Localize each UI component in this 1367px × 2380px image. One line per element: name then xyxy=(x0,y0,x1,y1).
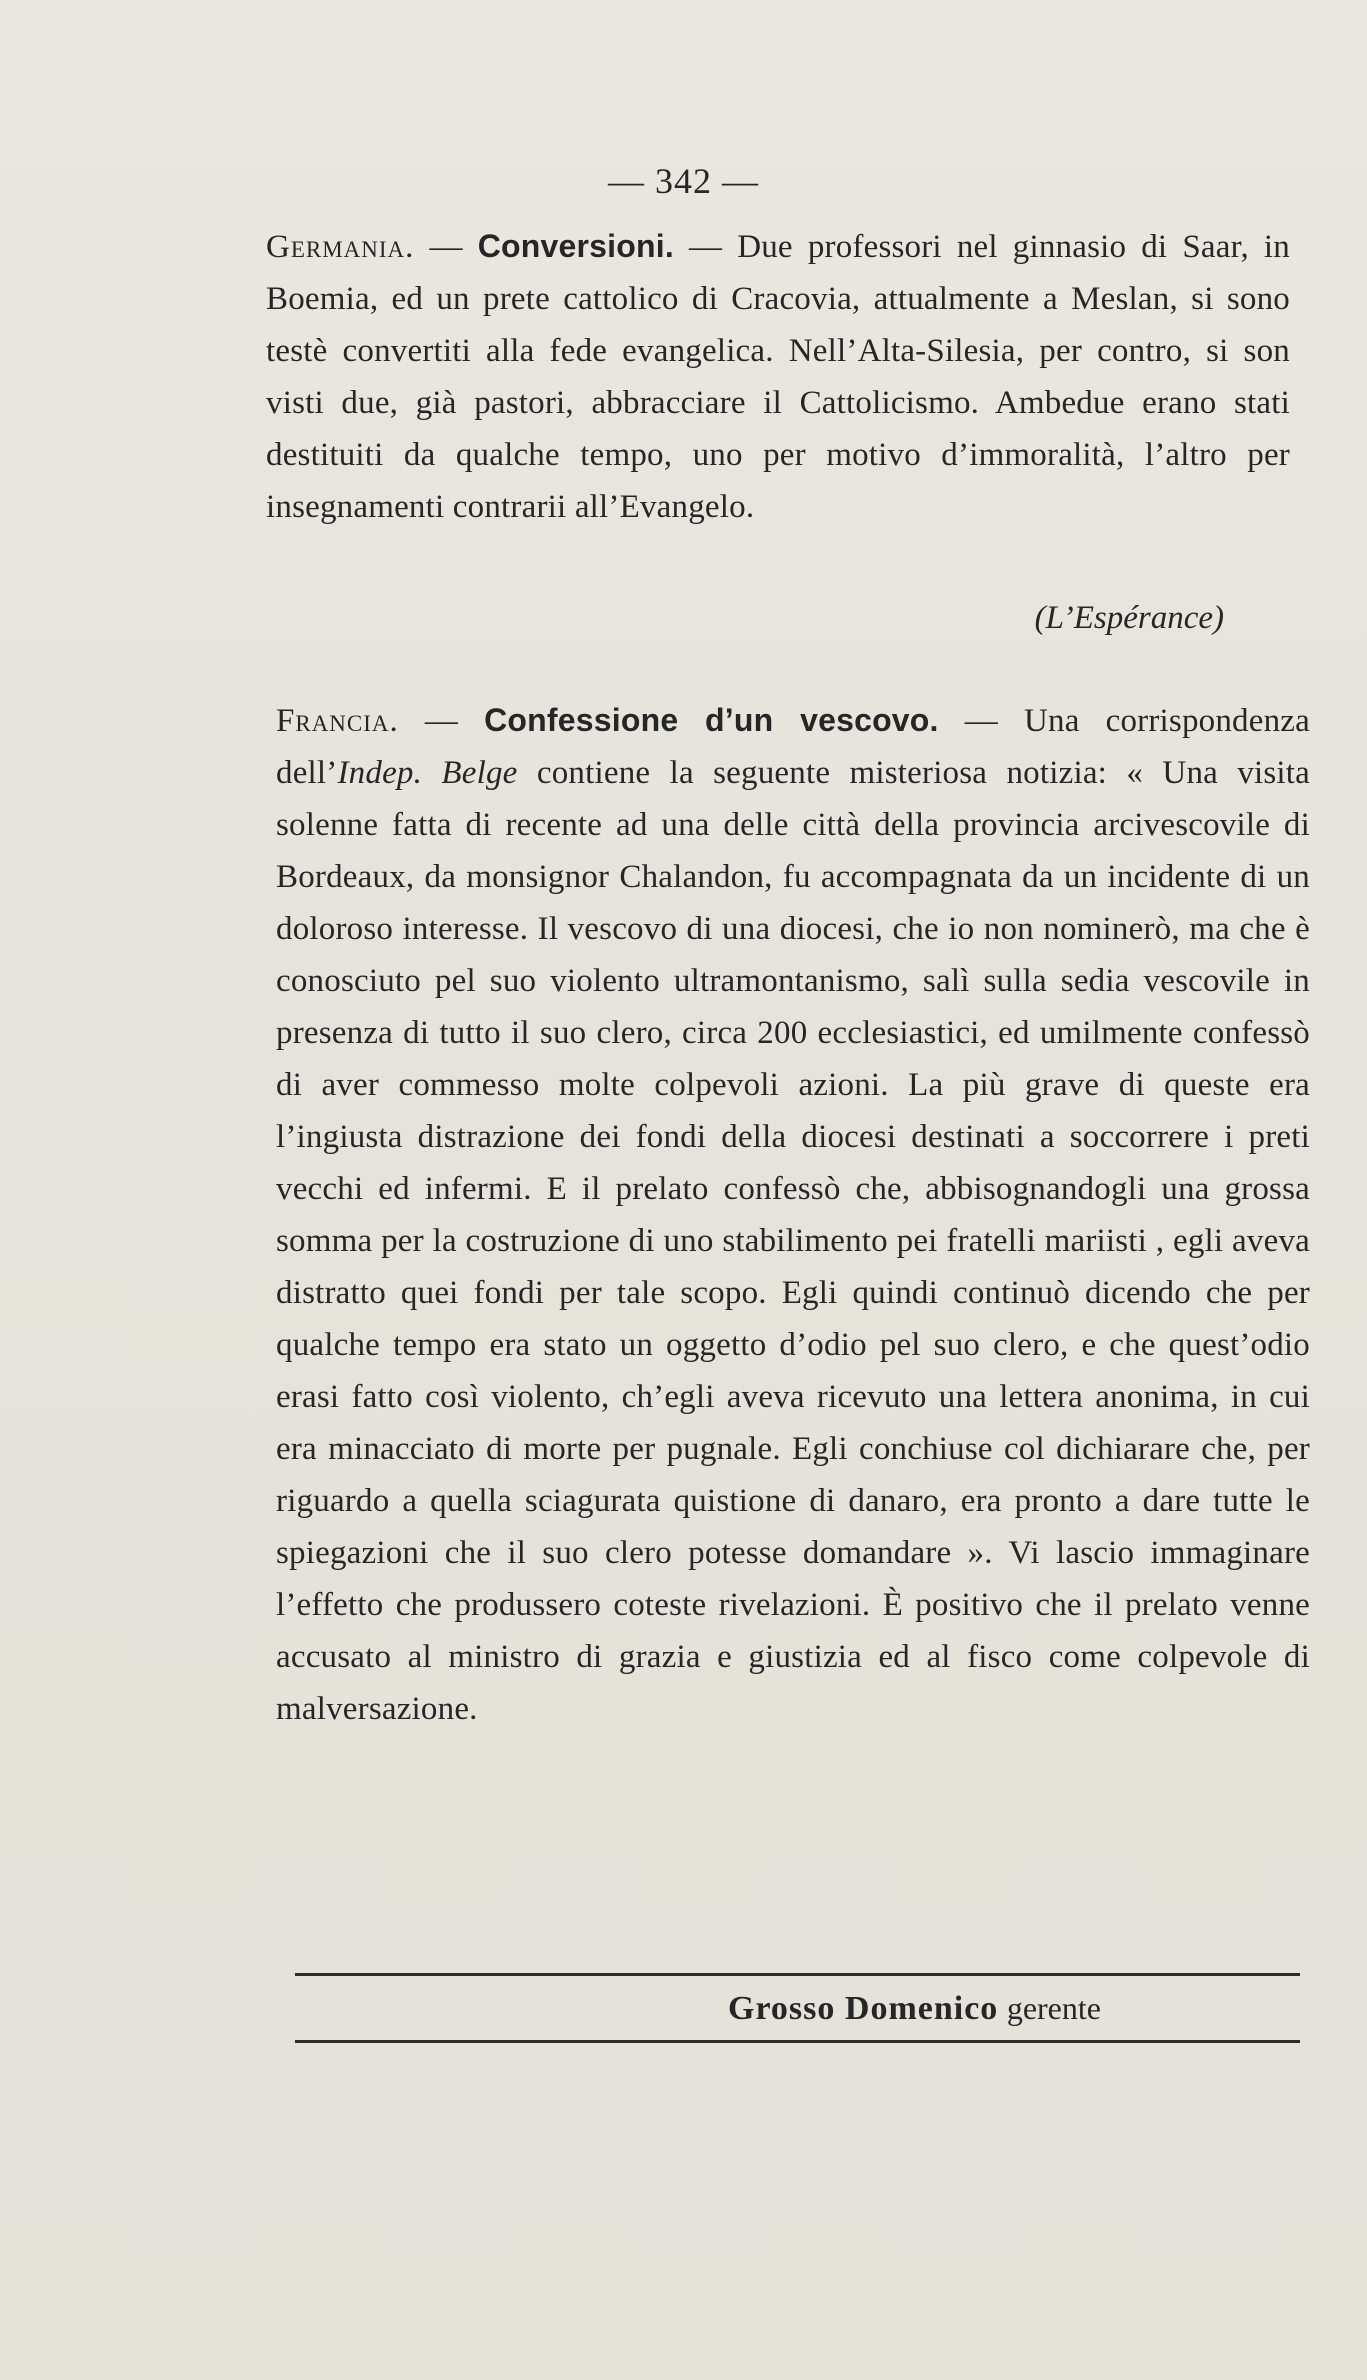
article-country: Germania. xyxy=(266,229,415,265)
article-country: Francia. xyxy=(276,703,399,739)
article-paragraph: Germania. — Conversioni. — Due professori nel ginnasio di Saar, in Boemia, ed un prete cattolico di Cracovia, attualmente a Meslan, si sono testè convertiti alla fede evangelica. Nell’Alta-Silesia, per contro, si son visti due, già pastori, abbracciare il Cattolicismo. Ambedue erano stati destituiti da qualche tempo, uno per motivo d’immoralità, l’altro per insegnamenti contrarii all’Evangelo. xyxy=(266,228,1290,525)
article-headline: Confessione d’un vescovo. xyxy=(484,702,939,738)
signature-role: gerente xyxy=(1006,1990,1101,2026)
signature-rule-top xyxy=(295,1973,1300,1976)
article-intro: Una corrispondenza dell’ xyxy=(276,703,1311,791)
article-body: « Una visita solenne fatta di recente ad una delle città della provincia arcivescovile di Bordeaux, da monsignor Chalandon, fu accompagnata da un incidente di un doloroso interesse. Il vescovo di una diocesi, che io non nominerò, ma che è conosciuto pel suo violento ultramontanismo, salì sulla sedia vescovile in presenza di tutto il suo clero, circa 200 ecclesiastici, ed umilmente confessò di aver commesso molte colpevoli azioni. La più grave di queste era l’ingiusta distrazione dei fondi della diocesi destinati a soccorrere i preti vecchi ed infermi. E il prelato confessò che, abbisognandogli una grossa somma per la costruzione di uno stabilimento pei fratelli mariisti , egli aveva distratto quei fondi per tale scopo. Egli quindi continuò dicendo che per qualche tempo era stato un oggetto d’odio pel suo clero, e che quest’odio erasi fatto così violento, ch’egli aveva ricevuto una lettera anonima, in cui era minacciato di morte per pugnale. Egli conchiuse col dichiarare che, per riguardo a quella sciagurata quistione di danaro, era pronto a dare tutte le spiegazioni che il suo clero potesse domandare ». Vi lascio immaginare l’effetto che produssero coteste rivelazioni. È positivo che il prelato venne accusato al ministro di grazia e giustizia ed al fisco come colpevole di malversazione. xyxy=(276,755,1311,1727)
article-intro-end: contiene la seguente misteriosa notizia: xyxy=(536,755,1108,791)
article-paragraph: Francia. — Confessione d’un vescovo. — Una corrispondenza dell’Indep. Belge contiene la seguente misteriosa notizia: « Una visita solenne fatta di recente ad una delle città della provincia arcivescovile di Bordeaux, da monsignor Chalandon, fu accompagnata da un incidente di un doloroso interesse. Il vescovo di una diocesi, che io non nominerò, ma che è conosciuto pel suo violento ultramontanismo, salì sulla sedia vescovile in presenza di tutto il suo clero, circa 200 ecclesiastici, ed umilmente confessò di aver commesso molte colpevoli azioni. La più grave di queste era l’ingiusta distrazione dei fondi della diocesi destinati a soccorrere i preti vecchi ed infermi. E il prelato confessò che, abbisognandogli una grossa somma per la costruzione di uno stabilimento pei fratelli mariisti , egli aveva distratto quei fondi per tale scopo. Egli quindi continuò dicendo che per qualche tempo era stato un oggetto d’odio pel suo clero, e che quest’odio erasi fatto così violento, ch’egli aveva ricevuto una lettera anonima, in cui era minacciato di morte per pugnale. Egli conchiuse col dichiarare che, per riguardo a quella sciagurata quistione di danaro, era pronto a dare tutte le spiegazioni che il suo clero potesse domandare ». Vi lascio immaginare l’effetto che produssero coteste rivelazioni. È positivo che il prelato venne accusato al ministro di grazia e giustizia ed al fisco come colpevole di malversazione. xyxy=(276,702,1311,1727)
article-source: (L’Espérance) xyxy=(1034,600,1224,636)
article-headline: Conversioni. xyxy=(477,228,674,264)
page-number: — 342 — xyxy=(608,161,759,201)
article-germania xyxy=(266,220,1290,533)
signature-name: Grosso Domenico xyxy=(728,1990,999,2027)
article-francia xyxy=(276,694,1310,1735)
signature xyxy=(728,1983,1101,2034)
article-intro-italic: Indep. Belge xyxy=(337,755,518,791)
article-body: Due professori nel ginnasio di Saar, in Boemia, ed un prete cattolico di Cracovia, attualmente a Meslan, si sono testè convertiti alla fede evangelica. Nell’Alta-Silesia, per contro, si son visti due, già pastori, abbracciare il Cattolicismo. Ambedue erano stati destituiti da qualche tempo, uno per motivo d’immoralità, l’altro per insegnamenti contrarii all’Evangelo. xyxy=(266,229,1290,525)
signature-rule-bottom xyxy=(295,2040,1300,2043)
